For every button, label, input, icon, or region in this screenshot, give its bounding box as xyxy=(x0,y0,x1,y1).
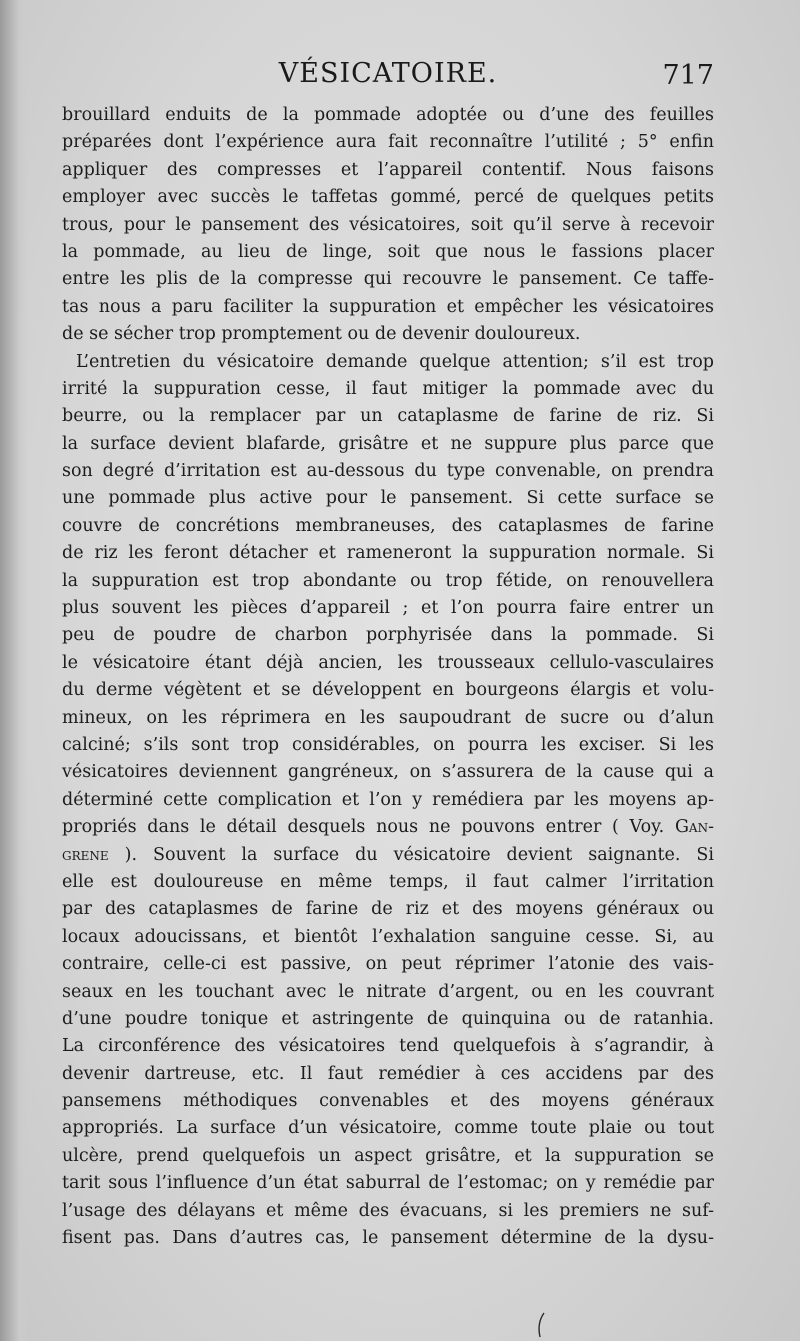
running-title: VÉSICATOIRE. xyxy=(278,58,498,89)
text-line: ulcère, prend quelquefois un aspect grisâtre, et la suppuration se xyxy=(62,1145,714,1166)
text-line: propriés dans le détail desquels nous ne pouvons entrer ( Voy. Gan- xyxy=(62,817,714,838)
text-line: pansemens méthodiques convenables et des moyens généraux xyxy=(62,1091,714,1112)
text-line: devenir dartreuse, etc. Il faut remédier à ces accidens par des xyxy=(62,1063,714,1084)
text-line: d’une poudre tonique et astringente de quinquina ou de ratanhia. xyxy=(62,1008,714,1029)
text-line: de riz les feront détacher et rameneront la suppuration normale. Si xyxy=(62,543,714,564)
text-line: irrité la suppuration cesse, il faut mitiger la pommade avec du xyxy=(62,378,714,399)
text-line: mineux, on les réprimera en les saupoudrant de sucre ou d’alun xyxy=(62,707,714,728)
text-line: entre les plis de la compresse qui recouvre le pansement. Ce taffe- xyxy=(62,269,714,290)
text-line: déterminé cette complication et l’on y remédiera par les moyens ap- xyxy=(62,789,714,810)
text-line: contraire, celle-ci est passive, on peut réprimer l’atonie des vais- xyxy=(62,954,714,975)
text-line: appropriés. La surface d’un vésicatoire, comme toute plaie ou tout xyxy=(62,1118,714,1139)
text-line: appliquer des compresses et l’appareil contentif. Nous faisons xyxy=(62,159,714,180)
text-line: trous, pour le pansement des vésicatoires, soit qu’il serve à recevoir xyxy=(62,214,714,235)
text-line: brouillard enduits de la pommade adoptée ou d’une des feuilles xyxy=(62,105,714,125)
text-line: son degré d’irritation est au-dessous du type convenable, on prendra xyxy=(62,461,714,482)
text-line: calciné; s’ils sont trop considérables, on pourra les exciser. Si les xyxy=(62,734,714,755)
text-line: par des cataplasmes de farine de riz et des moyens généraux ou xyxy=(62,899,714,920)
text-line: tas nous a paru faciliter la suppuration et empêcher les vésicatoires xyxy=(62,296,714,317)
body-text xyxy=(62,102,714,1252)
text-line: seaux en les touchant avec le nitrate d’argent, ou en les couvrant xyxy=(62,981,714,1002)
text-line: l’usage des délayans et même des évacuans, si les premiers ne suf- xyxy=(62,1200,714,1221)
text-line: le vésicatoire étant déjà ancien, les trousseaux cellulo-vasculaires xyxy=(62,652,714,673)
page-gutter-shadow xyxy=(0,0,28,1341)
text-line: de se sécher trop promptement ou de devenir douloureux. xyxy=(62,324,581,345)
ink-stroke-mark xyxy=(536,1312,546,1338)
text-line: la surface devient blafarde, grisâtre et ne suppure plus parce que xyxy=(62,433,714,454)
page-number: 717 xyxy=(662,60,714,91)
text-line: grene ). Souvent la surface du vésicatoire devient saignante. Si xyxy=(62,844,714,865)
page-header xyxy=(62,56,714,96)
text-line: peu de poudre de charbon porphyrisée dans la pommade. Si xyxy=(62,625,714,646)
text-line: du derme végètent et se développent en bourgeons élargis et volu- xyxy=(62,680,714,701)
text-line: employer avec succès le taffetas gommé, percé de quelques petits xyxy=(62,187,714,208)
text-line: préparées dont l’expérience aura fait reconnaître l’utilité ; 5° enfin xyxy=(62,132,714,153)
text-line: couvre de concrétions membraneuses, des cataplasmes de farine xyxy=(62,515,714,536)
text-line: beurre, ou la remplacer par un cataplasme de farine de riz. Si xyxy=(62,406,714,427)
text-line: locaux adoucissans, et bientôt l’exhalation sanguine cesse. Si, au xyxy=(62,926,714,947)
paragraph-start-line: L’entretien du vésicatoire demande quelque attention; s’il est trop xyxy=(76,351,714,372)
text-line: la pommade, au lieu de linge, soit que nous le fassions placer xyxy=(62,241,714,262)
text-line: vésicatoires deviennent gangréneux, on s’assurera de la cause qui a xyxy=(62,762,714,783)
text-line: la suppuration est trop abondante ou trop fétide, on renouvellera xyxy=(62,570,714,591)
text-line: elle est douloureuse en même temps, il faut calmer l’irritation xyxy=(62,871,714,892)
text-line: tarit sous l’influence d’un état saburral de l’estomac; on y remédie par xyxy=(62,1173,714,1194)
text-line: La circonférence des vésicatoires tend quelquefois à s’agrandir, à xyxy=(62,1036,714,1057)
text-line: fisent pas. Dans d’autres cas, le pansement détermine de la dysu- xyxy=(62,1228,714,1249)
text-line: plus souvent les pièces d’appareil ; et l’on pourra faire entrer un xyxy=(62,598,714,619)
text-line: une pommade plus active pour le pansement. Si cette surface se xyxy=(62,488,714,509)
